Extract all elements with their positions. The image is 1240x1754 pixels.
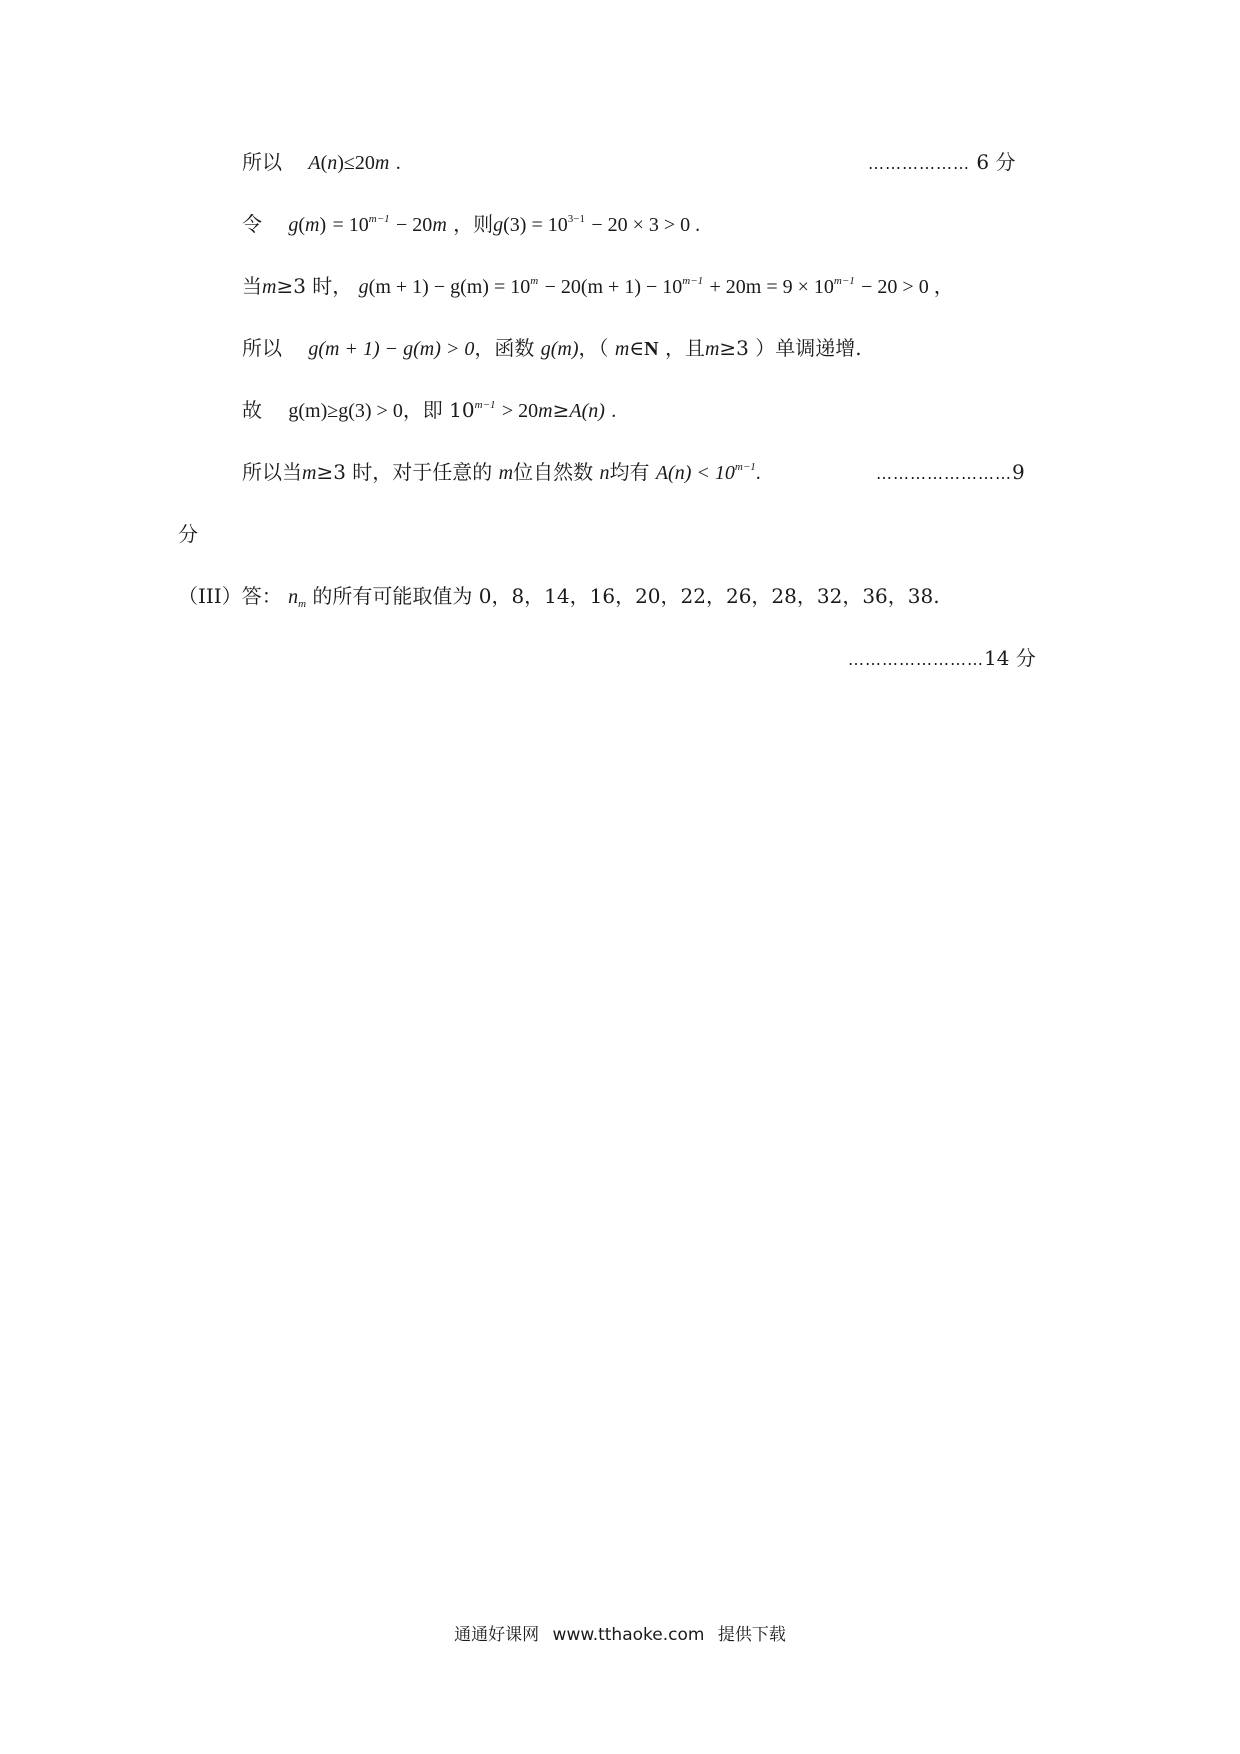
score-14: ……………………14 分	[848, 646, 1036, 670]
score-6: ……………… 6 分	[868, 150, 1016, 174]
footer-tail: 提供下载	[717, 1625, 786, 1645]
line-4: 所以 g(m + 1) − g(m) > 0，函数 g(m)，（ m∈N ，且m≥3 ）单调递增.	[242, 336, 862, 360]
footer	[0, 1620, 1240, 1645]
line-5: 故 g(m)≥g(3) > 0，即 $10^{m-1} > 20m\ge A(n)$ .	[242, 398, 617, 422]
footer-url[interactable]: www.tthaoke.com	[552, 1625, 705, 1645]
score-9: ……………………9	[876, 460, 1025, 484]
line-6: 所以当m≥3 时，对于任意的 m位自然数 n均有 $A(n) < 10^{m-1}$.	[242, 460, 761, 484]
footer-site: 通通好课网	[454, 1625, 540, 1645]
line-1: 所以 A(n)≤20m .	[242, 150, 401, 174]
line-2: 令 $g(m) = 10^{m-1} - 20m$ ，则$g(3) = 10^{3-1} - 20 \times 3 > 0$ .	[242, 212, 701, 236]
line-7: （III）答： $n_m$ 的所有可能取值为 0，8，14，16，20，22，26，28，32，36，38.	[178, 584, 940, 610]
line-1-prefix: 所以	[242, 150, 282, 174]
score-9-unit: 分	[178, 522, 198, 546]
line-3: 当m≥3 时， $g(m + 1) - g(m) = 10^m - 20(m + 1) - 10^{m-1} + 20m = 9 \times 10^{m-1} - 20 > 0$ ，	[242, 274, 954, 298]
